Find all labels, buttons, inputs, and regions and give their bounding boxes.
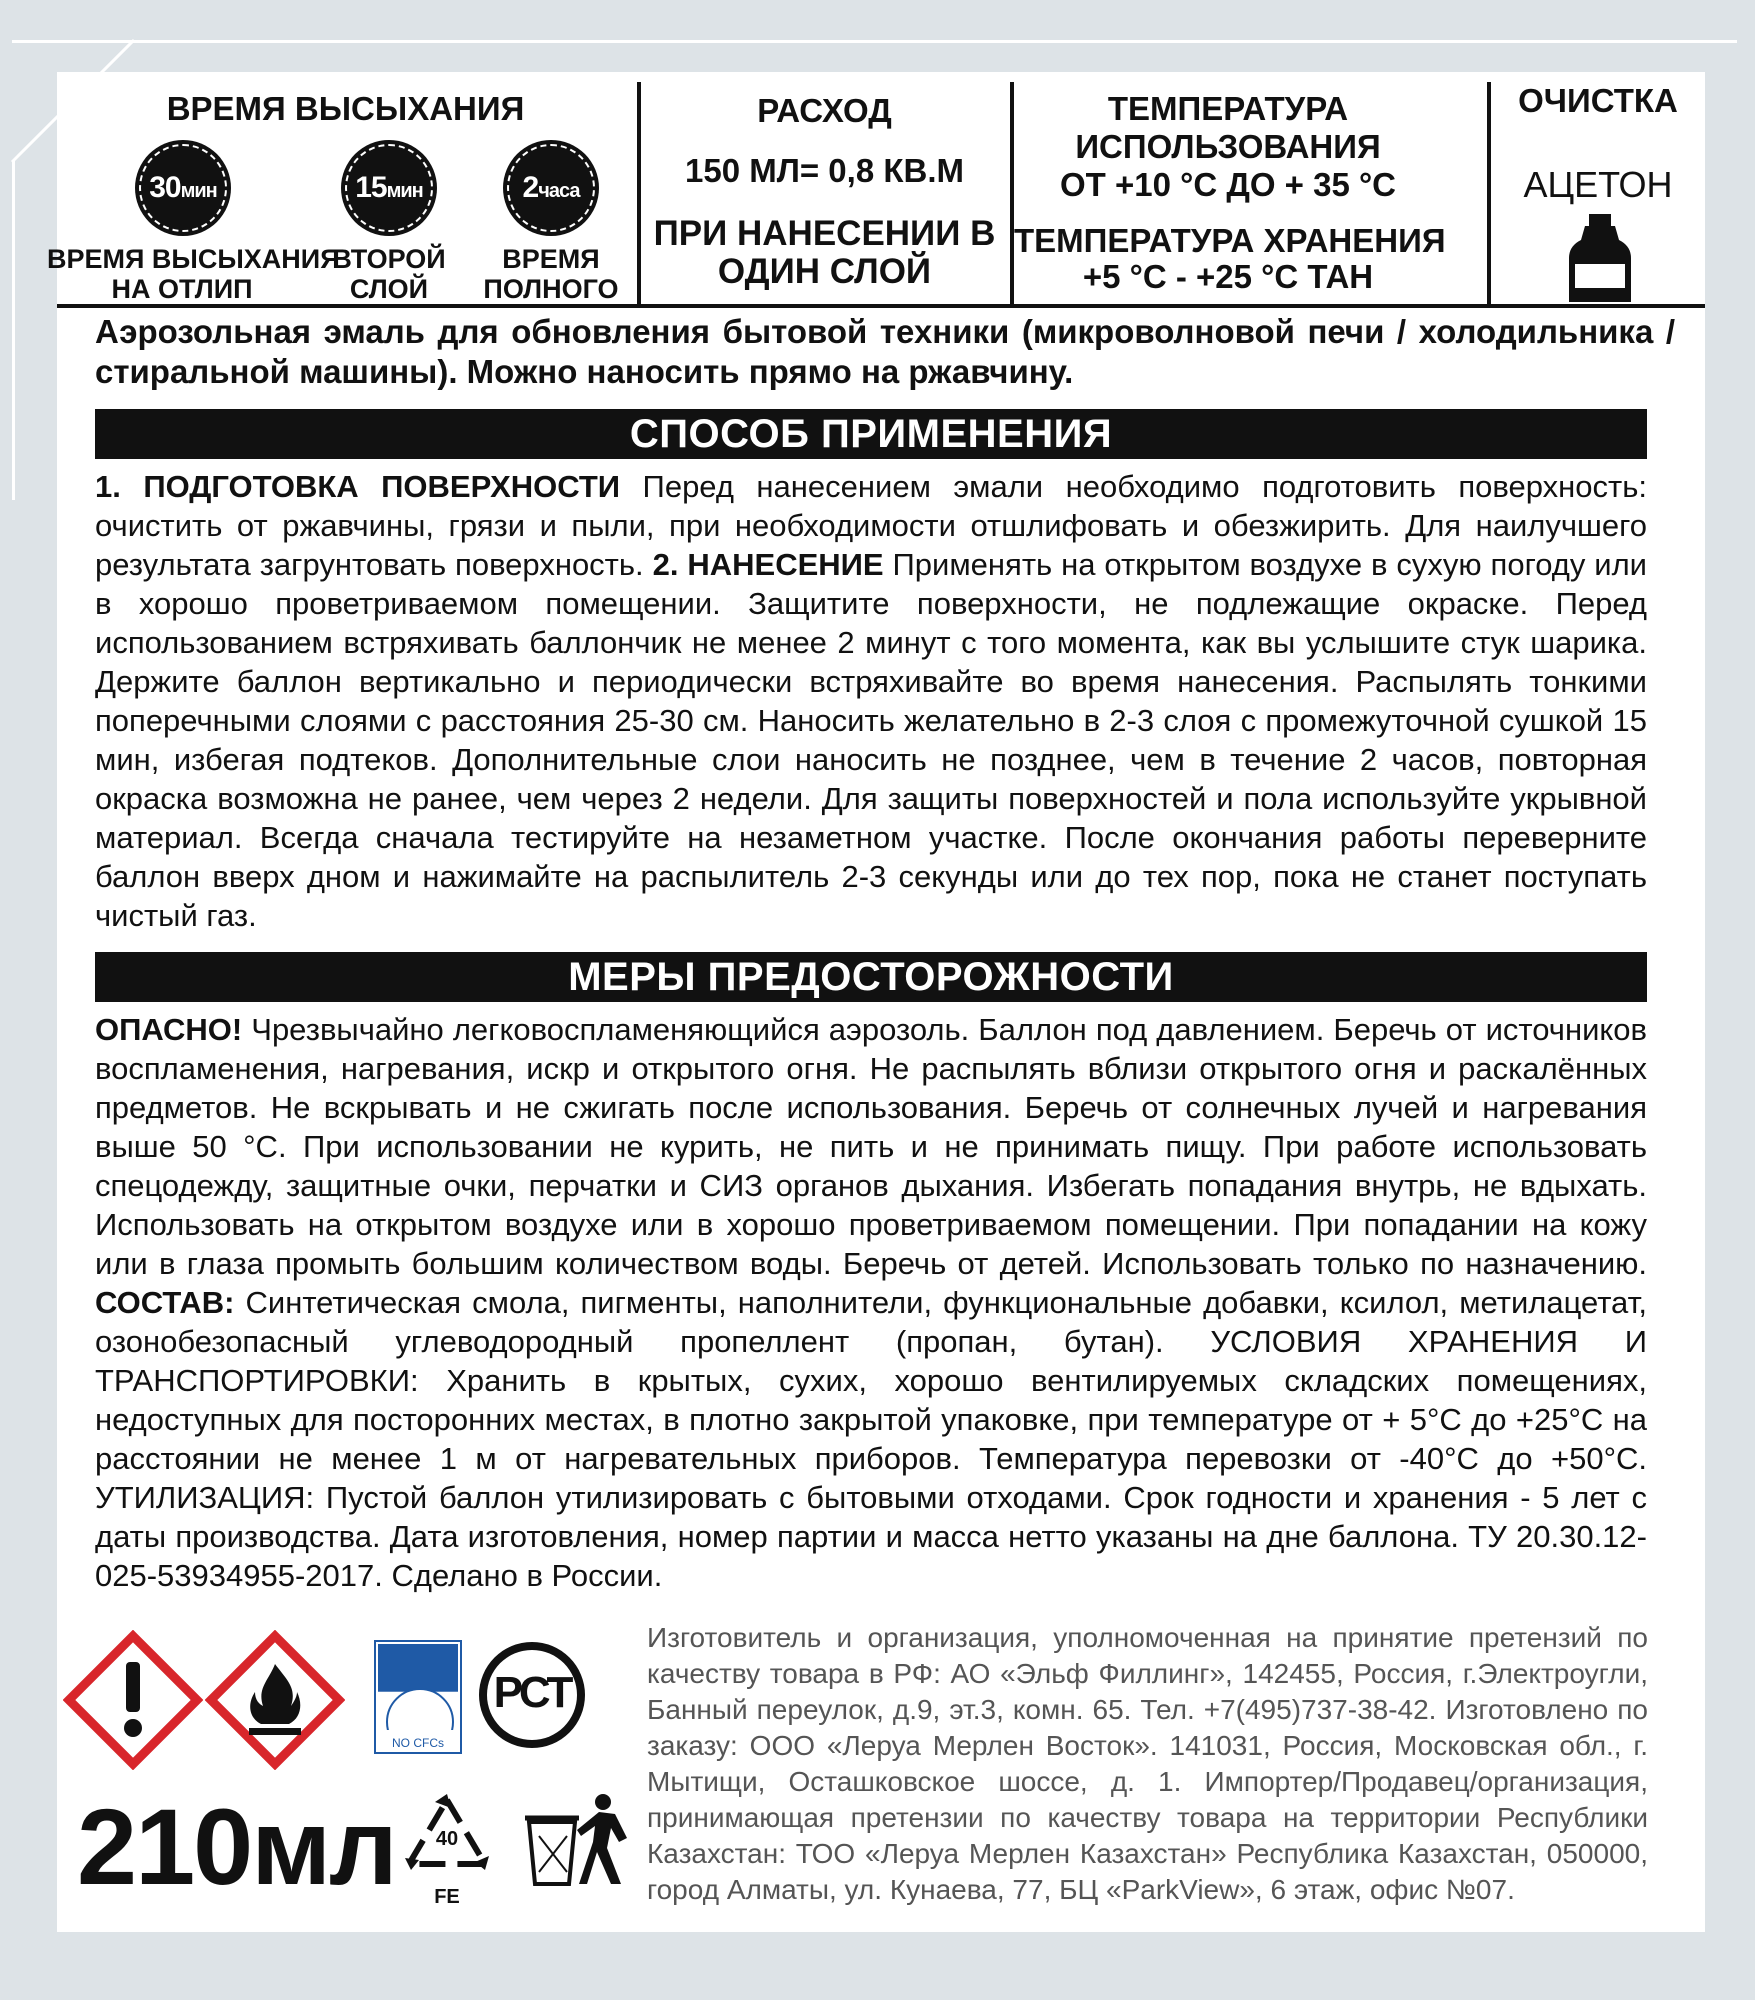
cleaning-title: ОЧИСТКА xyxy=(1518,82,1678,119)
step2-text: Применять на открытом воздухе в сухую погоду или в хорошо проветриваемом помещении. Защитите поверхности, не подлежащие окраске. Перед использованием встряхивать баллончик не менее 2 минут с того момента, как вы услышите стук шарика. Держите баллон вертикально и периодически встряхивайте во время нанесения. Распылять тонкими поперечными слоями с расстояния 25-30 см. Наносить желательно в 2-3 слоя с промежуточной сушкой 15 мин, избегая подтеков. Дополнительные слои наносить не позднее, чем в течение 2 часов, повторная окраска возможна не ранее, чем через 2 недели. Для защиты поверхностей и пола используйте укрывной материал. Всегда сначала тестируйте на незаметном участке. После окончания работы переверните баллон вверх дном и нажимайте на распылитель 2-3 секунды или до тех пор, пока не станет поступать чистый газ. xyxy=(95,547,1648,933)
cleaning-section xyxy=(1491,72,1705,304)
product-description: Аэрозольная эмаль для обновления бытовой техники (микроволновой печи / холодильника / стиральной машины). Можно наносить прямо на ржавчину. xyxy=(95,313,1675,390)
flame-hazard-icon xyxy=(205,1630,345,1770)
exclamation-hazard-icon xyxy=(63,1630,203,1770)
frame-outline-left xyxy=(12,160,15,500)
precautions-text-1: Чрезвычайно легковоспламеняющийся аэрозоль. Баллон под давлением. Беречь от источников воспламенения, нагревания, искр и открытого огня. Не распылять вблизи открытого огня и раскалённых предметов. Не вскрывать и не сжигать после использования. Беречь от солнечных лучей и нагревания выше 50 °С. При использовании не курить, не пить и не принимать пищу. При работе использовать спецодежду, защитные очки, перчатки и СИЗ органов дыхания. Избегать попадания внутрь, не вдыхать. Использовать на открытом воздухе или в хорошо проветриваемом помещении. При попадании на кожу или в глаза промыть большим количеством воды. Беречь от детей. Использовать только по назначению. xyxy=(95,1012,1647,1281)
method-text xyxy=(95,467,1647,935)
timer-3-label: ВРЕМЯ ПОЛНОГО xyxy=(483,244,619,304)
consumption-amount: 150 МЛ= 0,8 КВ.М xyxy=(685,152,964,189)
timer-1-unit: мин xyxy=(180,180,217,202)
label-header xyxy=(47,72,1705,308)
rst-certification-icon xyxy=(479,1642,585,1748)
no-cfc-ozone-icon xyxy=(374,1640,462,1754)
cleaning-agent: АЦЕТОН xyxy=(1523,164,1673,205)
timer-1-label: ВРЕМЯ ВЫСЫХАНИЯ НА ОТЛИП xyxy=(47,244,340,304)
consumption-section xyxy=(641,72,1008,304)
timer-3-value: 2 xyxy=(522,171,539,204)
use-temperature-range: ОТ +10 °С ДО + 35 °С xyxy=(1059,166,1397,203)
solvent-bottle-icon xyxy=(1567,212,1633,304)
frame-outline xyxy=(12,40,1737,43)
composition-title: СОСТАВ: xyxy=(95,1285,235,1320)
storage-temperature-title: ТЕМПЕРАТУРА ХРАНЕНИЯ xyxy=(1014,222,1446,259)
trash-bin-icon xyxy=(523,1792,641,1888)
timer-2-value: 15 xyxy=(355,171,387,204)
recycle-code: 40 xyxy=(435,1828,459,1850)
method-heading: СПОСОБ ПРИМЕНЕНИЯ xyxy=(95,409,1647,459)
manufacturer-info: Изготовитель и организация, уполномоченная на принятие претензий по качеству товара в РФ: АО «Эльф Филлинг», 142455, Россия, г.Электроугли, Банный переулок, д.9, эт.3, комн. 65. Тел. +7(495)737-38-42. Изготовлено по заказу: ООО «Леруа Мерлен Восток». 141031, Россия, Московская обл., г. Мытищи, Осташковское шоссе, д. 1. Импортер/Продавец/организация, принимающая претензии по качеству товара на территории Республики Казахстан: ТОО «Леруа Мерлен Казахстан» Республика Казахстан, 050000, город Алматы, ул. Кунаева, 77, БЦ «ParkView», 6 этаж, офис №07. xyxy=(647,1622,1648,1905)
step1-text: Перед нанесением эмали необходимо подготовить поверхность: очистить от ржавчины, грязи и пыли, при необходимости отшлифовать и обезжирить. Для наилучшего результата загрунтовать поверхность. xyxy=(95,469,1647,582)
timer-1-value: 30 xyxy=(149,171,181,204)
timer-2-label: ВТОРОЙ СЛОЙ xyxy=(332,244,446,304)
rst-mark-text: РСТ xyxy=(493,1668,571,1717)
timer-icon xyxy=(503,140,599,236)
step2-title: 2. НАНЕСЕНИЕ xyxy=(652,547,884,582)
use-temperature-title: ТЕМПЕРАТУРА ИСПОЛЬЗОВАНИЯ xyxy=(1075,90,1381,165)
no-cfc-text: NO CFCs xyxy=(392,1736,444,1750)
step1-title: 1. ПОДГОТОВКА ПОВЕРХНОСТИ xyxy=(95,469,621,504)
recycle-material: FE xyxy=(434,1886,460,1908)
precautions-text-2: Синтетическая смола, пигменты, наполнители, функциональные добавки, ксилол, метилацетат, озонобезопасный углеводородный пропеллент (пропан, бутан). УСЛОВИЯ ХРАНЕНИЯ И ТРАНСПОРТИРОВКИ: Хранить в крытых, сухих, хорошо вентилируемых складских помещениях, недоступных для посторонних местах, в плотно закрытой упаковке, при температуре от + 5°С до +25°С на расстоянии не менее 1 м от нагревательных приборов. Температура перевозки от -40°С до +50°С. УТИЛИЗАЦИЯ: Пустой баллон утилизировать с бытовыми отходами. Срок годности и хранения - 5 лет с даты производства. Дата изготовления, номер партии и масса нетто указаны на дне баллона. ТУ 20.30.12-025-53934955-2017. Сделано в России. xyxy=(95,1285,1647,1593)
consumption-title: РАСХОД xyxy=(757,92,892,129)
storage-temperature-range: +5 °С - +25 °С ТАН xyxy=(1082,258,1374,295)
timer-3-unit: часа xyxy=(538,180,580,202)
timer-2-unit: мин xyxy=(386,180,423,202)
product-label xyxy=(47,72,1705,1932)
volume-label: 210мл xyxy=(77,1786,396,1907)
temperature-section xyxy=(1014,72,1446,304)
drying-title: ВРЕМЯ ВЫСЫХАНИЯ xyxy=(166,90,525,127)
drying-time-section xyxy=(47,72,634,304)
timer-icon xyxy=(341,140,437,236)
consumption-note: ПРИ НАНЕСЕНИИ В ОДИН СЛОЙ xyxy=(653,214,996,291)
timer-icon xyxy=(135,140,231,236)
danger-word: ОПАСНО! xyxy=(95,1012,243,1047)
precautions-text xyxy=(95,1010,1647,1595)
precautions-heading: МЕРЫ ПРЕДОСТОРОЖНОСТИ xyxy=(95,952,1647,1002)
